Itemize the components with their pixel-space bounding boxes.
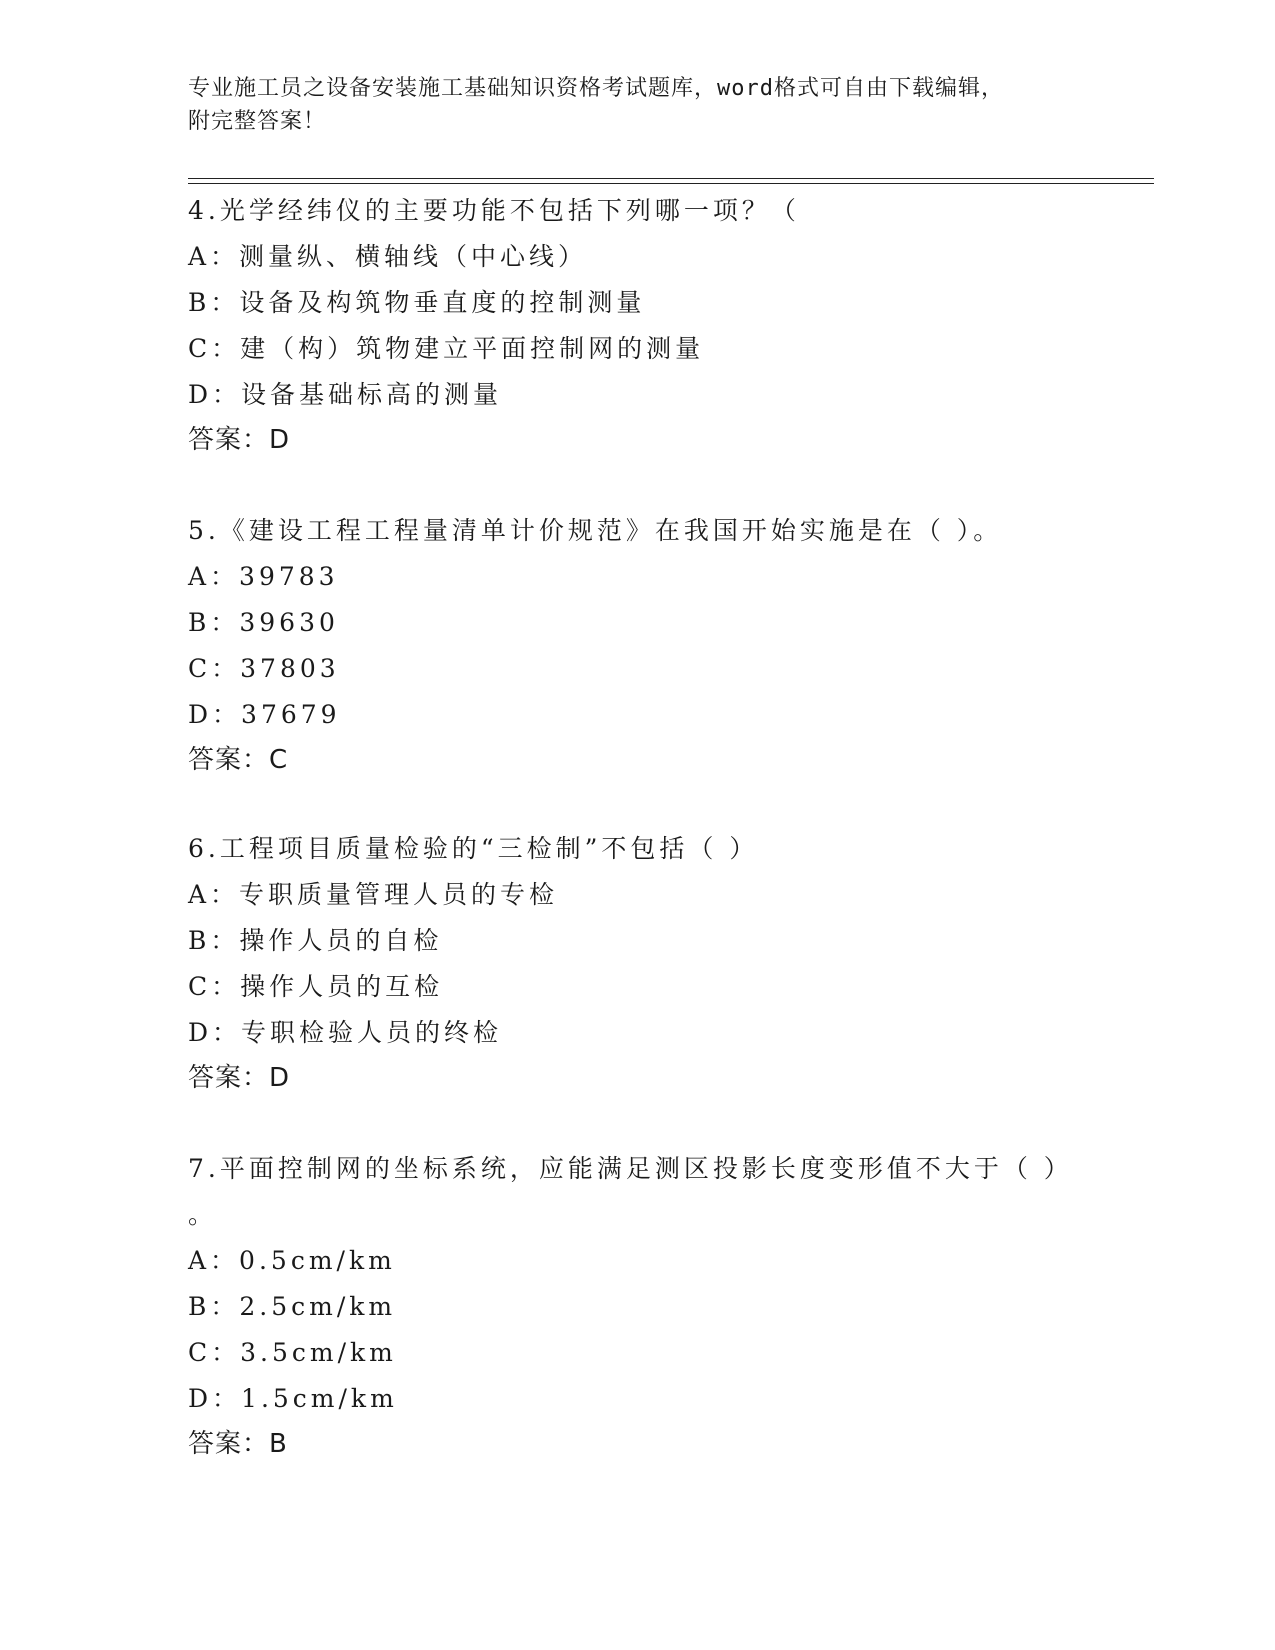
answer: 答案：D (188, 425, 291, 455)
option-c: C：37803 (188, 654, 340, 683)
option-c: C：建（构）筑物建立平面控制网的测量 (188, 334, 705, 363)
question-stem: 4.光学经纬仪的主要功能不包括下列哪一项？（ (188, 196, 800, 225)
question-stem-continuation: 。 (188, 1200, 214, 1229)
option-d: D：37679 (188, 700, 341, 729)
option-b: B：操作人员的自检 (188, 926, 443, 955)
header-divider-top (188, 178, 1154, 179)
question-4 (188, 188, 1154, 462)
question-5 (188, 508, 1154, 782)
option-c: C：3.5cm/km (188, 1338, 397, 1367)
option-d: D：1.5cm/km (188, 1384, 398, 1413)
option-a: A：0.5cm/km (188, 1246, 396, 1275)
option-b: B：39630 (188, 608, 339, 637)
header-line-1: 专业施工员之设备安装施工基础知识资格考试题库，word格式可自由下载编辑， (188, 76, 1004, 101)
option-a: A：专职质量管理人员的专检 (188, 880, 559, 909)
option-d: D：设备基础标高的测量 (188, 380, 503, 409)
question-7 (188, 1146, 1154, 1466)
question-stem: 6.工程项目质量检验的“三检制”不包括（ ） (188, 834, 759, 863)
header-line-2: 附完整答案！ (188, 109, 327, 134)
option-c: C：操作人员的互检 (188, 972, 444, 1001)
question-6 (188, 826, 1154, 1100)
question-stem: 7.平面控制网的坐标系统，应能满足测区投影长度变形值不大于（ ） (188, 1154, 1073, 1183)
option-d: D：专职检验人员的终检 (188, 1018, 503, 1047)
document-header (188, 72, 1078, 138)
question-stem: 5.《建设工程工程量清单计价规范》在我国开始实施是在（ ）。 (188, 516, 1003, 545)
answer: 答案：C (188, 745, 289, 775)
header-divider-bottom (188, 183, 1154, 184)
answer: 答案：B (188, 1429, 288, 1459)
option-b: B：2.5cm/km (188, 1292, 397, 1321)
option-a: A：测量纵、横轴线（中心线） (188, 242, 588, 271)
answer: 答案：D (188, 1063, 291, 1093)
option-a: A：39783 (188, 562, 339, 591)
option-b: B：设备及构筑物垂直度的控制测量 (188, 288, 646, 317)
